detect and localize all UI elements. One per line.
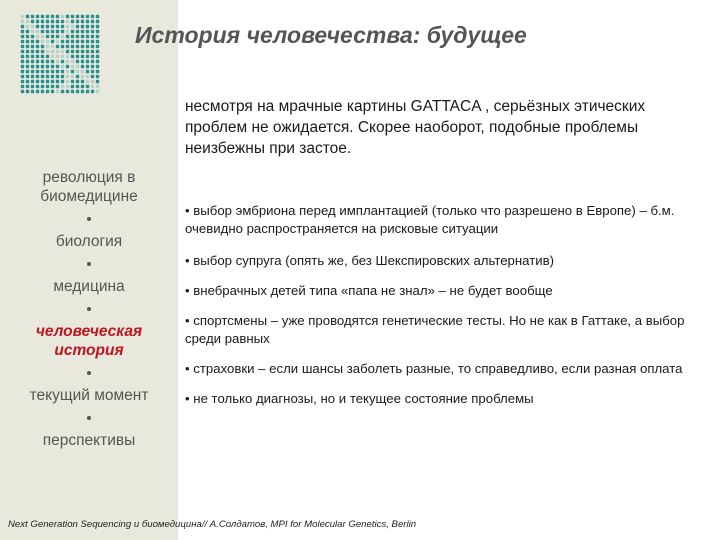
- bullet-dot-icon: [87, 217, 91, 221]
- bullet-dot-icon: [87, 416, 91, 420]
- dna-logo-icon: [20, 14, 100, 94]
- bullet-item: • спортсмены – уже проводятся генетические тесты. Но не как в Гаттаке, а выбор среди равных: [185, 313, 685, 346]
- nav-separator: [0, 296, 178, 322]
- nav-item-biomedicine-revolution[interactable]: революция в биомедицине: [40, 169, 138, 205]
- nav-item-human-history[interactable]: человеческая история: [35, 323, 143, 359]
- intro-text: несмотря на мрачные картины GATTACA , серьёзных этических проблем не ожидается. Скорее наоборот, подобные проблемы неизбежны при застое.: [185, 98, 646, 157]
- bullet-item: • выбор супруга (опять же, без Шекспировских альтернатив): [185, 253, 555, 268]
- nav-item-perspectives[interactable]: перспективы: [42, 432, 136, 449]
- bullet-dot-icon: [87, 307, 91, 311]
- bullet-item: • выбор эмбриона перед имплантацией (только что разрешено в Европе) – б.м. очевидно распространяется на рисковые ситуации: [185, 203, 675, 236]
- footer-credit: Next Generation Sequencing и биомедицина// А.Солдатов, MPI for Molecular Genetics, Berlin: [8, 519, 417, 530]
- nav-separator: [0, 405, 178, 431]
- bullet-item: • страховки – если шансы заболеть разные, то справедливо, если разная оплата: [185, 361, 683, 376]
- bullet-item: • внебрачных детей типа «папа не знал» – не будет вообще: [185, 283, 553, 298]
- nav-separator: [0, 206, 178, 232]
- page-title: История человечества: будущее: [135, 22, 527, 48]
- bullet-dot-icon: [87, 371, 91, 375]
- nav-separator: [0, 360, 178, 386]
- section-nav: [0, 168, 178, 450]
- bullet-list: [185, 202, 695, 408]
- nav-item-medicine[interactable]: медицина: [53, 278, 125, 295]
- nav-separator: [0, 251, 178, 277]
- bullet-item: • не только диагнозы, но и текущее состояние проблемы: [185, 391, 534, 406]
- nav-item-current-moment[interactable]: текущий момент: [29, 387, 149, 404]
- bullet-dot-icon: [87, 262, 91, 266]
- nav-item-biology[interactable]: биология: [55, 233, 123, 250]
